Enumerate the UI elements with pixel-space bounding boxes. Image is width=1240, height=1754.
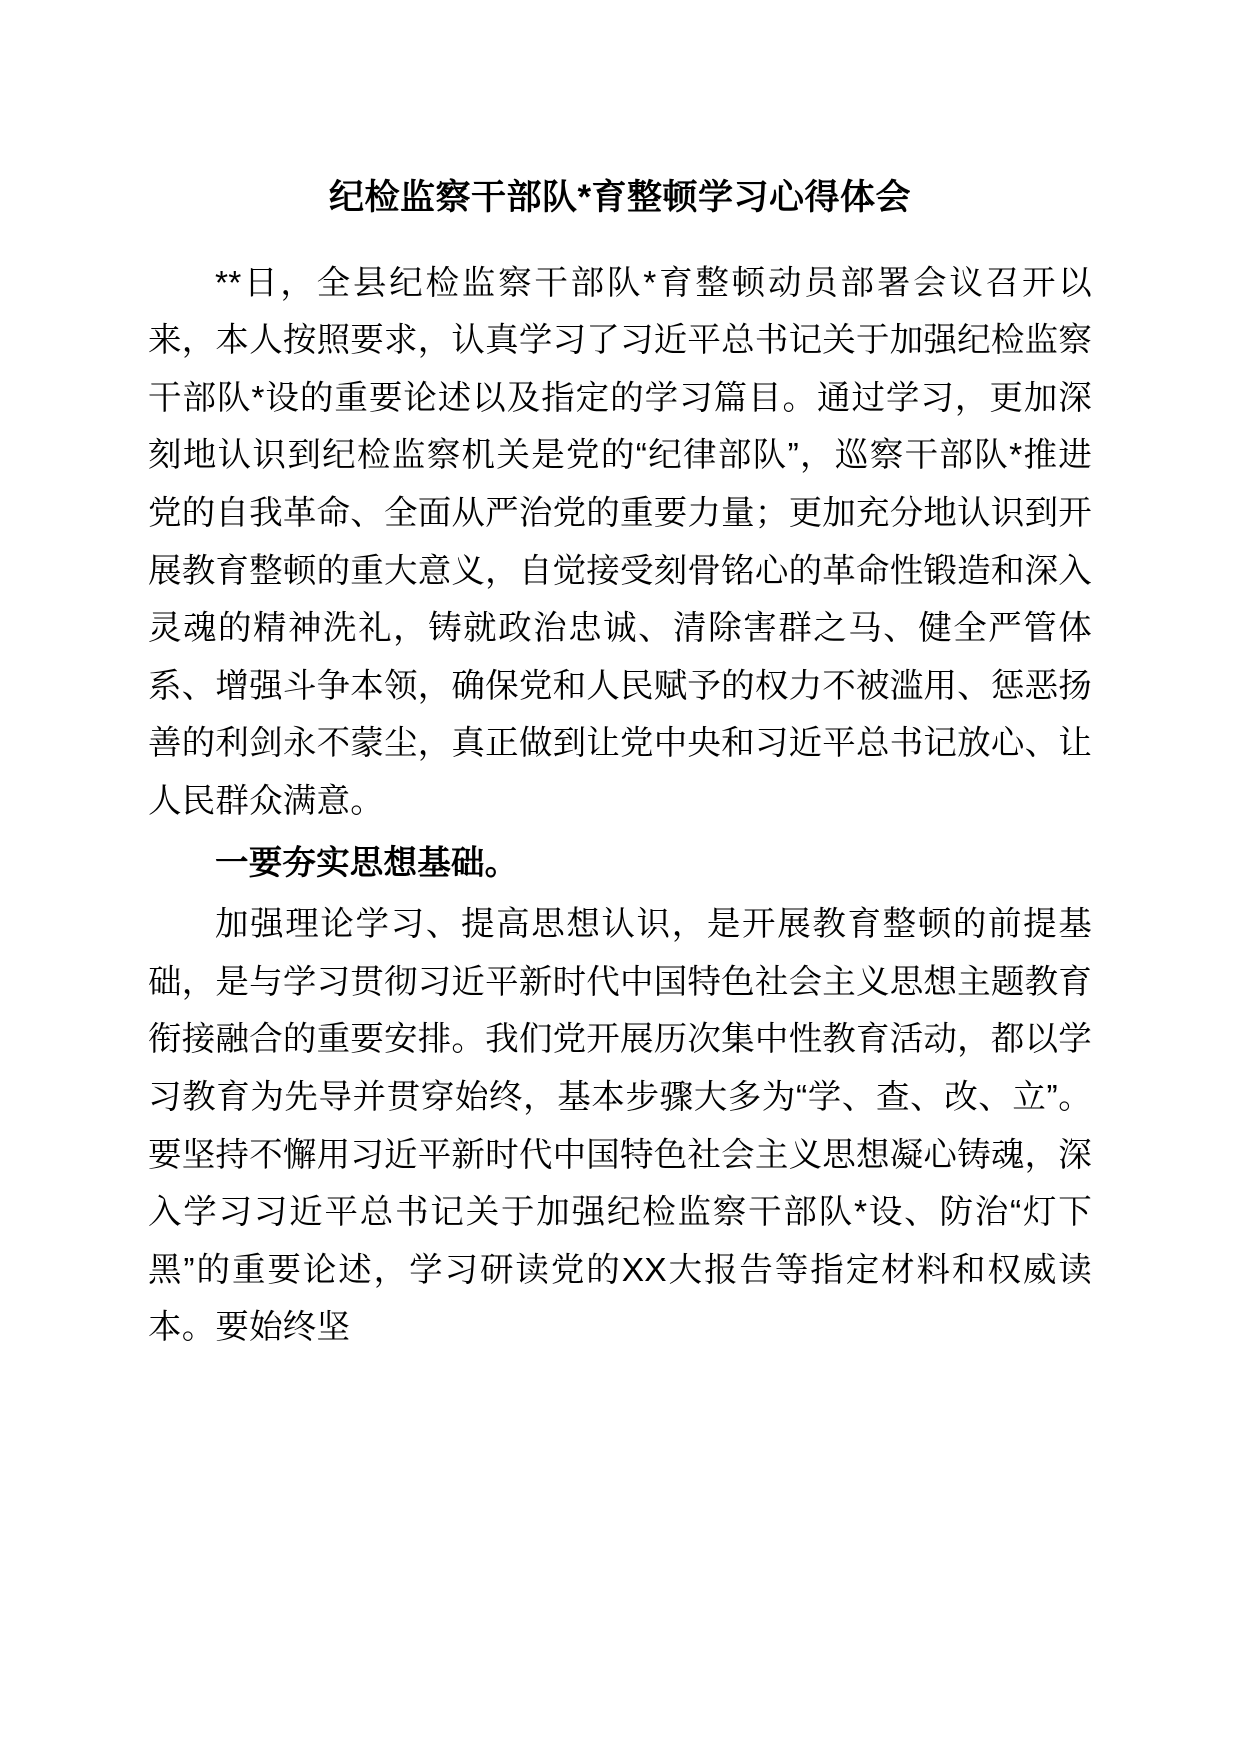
page-title: 纪检监察干部队*育整顿学习心得体会 bbox=[328, 178, 912, 217]
body-paragraph-2: 加强理论学习、提高思想认识，是开展教育整顿的前提基础，是与学习贯彻习近平新时代中国特色社会主义思想主题教育衔接融合的重要安排。我们党开展历次集中性教育活动，都以学习教育为先导并贯穿始终，基本步骤大多为“学、查、改、立”。要坚持不懈用习近平新时代中国特色社会主义思想凝心铸魂，深入学习习近平总书记关于加强纪检监察干部队*设、防治“灯下黑”的重要论述，学习研读党的XX大报告等指定材料和权威读本。要始终坚 bbox=[148, 906, 1092, 1347]
body-paragraph-1: **日，全县纪检监察干部队*育整顿动员部署会议召开以来，本人按照要求，认真学习了习近平总书记关于加强纪检监察干部队*设的重要论述以及指定的学习篇目。通过学习，更加深刻地认识到纪检监察机关是党的“纪律部队”，巡察干部队*推进党的自我革命、全面从严治党的重要力量；更加充分地认识到开展教育整顿的重大意义，自觉接受刻骨铭心的革命性锻造和深入灵魂的精神洗礼，铸就政治忠诚、清除害群之马、健全严管体系、增强斗争本领，确保党和人民赋予的权力不被滥用、惩恶扬善的利剑永不蒙尘，真正做到让党中央和习近平总书记放心、让人民群众满意。 bbox=[148, 264, 1092, 820]
section-heading-1: 一要夯实思想基础。 bbox=[215, 844, 519, 882]
